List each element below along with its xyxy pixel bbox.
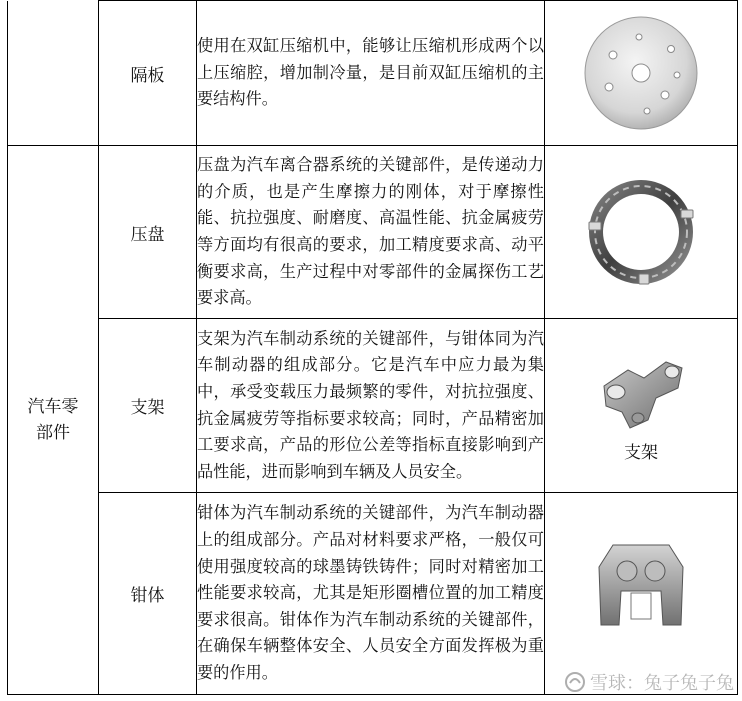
pressure-plate-icon [579,170,703,294]
part-image-cell-caliper [545,493,738,695]
partition-plate-icon [581,13,701,133]
snowball-icon [564,671,586,693]
watermark [564,669,734,695]
part-name-pressure-plate: 压盘 [99,146,197,319]
part-description-caliper: 钳体为汽车制动系统的关键部件，为汽车制动器上的组成部分。产品对材料要求严格，一般仅可使用强度较高的球墨铸铁铸件；同时对精密加工性能要求较高，尤其是矩形圈槽位置的加工精度要求很高。钳体作为汽车制动系统的关键部件，在确保车辆整体安全、人员安全方面发挥极为重要的作用。 [197,493,545,695]
category-label: 汽车零部件 [27,397,79,443]
table-row-bracket [8,319,738,493]
bracket-icon [586,348,696,436]
watermark-text: 雪球：兔子兔子兔 [590,673,734,694]
part-description-partition: 使用在双缸压缩机中，能够让压缩机形成两个以上压缩腔，增加制冷量，是目前双缸压缩机的主要结构件。 [197,1,545,146]
table-row-partition [8,1,738,146]
caliper-icon [589,537,693,633]
part-name-partition: 隔板 [99,1,197,146]
part-image-cell-partition [545,1,738,146]
category-cell-empty [8,1,99,146]
parts-table [7,0,738,695]
table-row-caliper [8,493,738,695]
part-name-caliper: 钳体 [99,493,197,695]
part-image-cell-bracket [545,319,738,493]
category-auto-parts [8,146,99,695]
table-row-pressure-plate [8,146,738,319]
part-description-pressure-plate: 压盘为汽车离合器系统的关键部件，是传递动力的介质，也是产生摩擦力的刚体，对于摩擦性能、抗拉强度、耐磨度、高温性能、抗金属疲劳等方面均有很高的要求，加工精度要求高、动平衡要求高，生产过程中对零部件的金属探伤工艺要求高。 [197,146,545,319]
part-description-bracket: 支架为汽车制动系统的关键部件，与钳体同为汽车制动器的组成部分。它是汽车中应力最为集中，承受变载压力最频繁的零件，对抗拉强度、抗金属疲劳等指标要求较高；同时，产品精密加工要求高，产品的形位公差等指标直接影响到产品性能，进而影响到车辆及人员安全。 [197,319,545,493]
part-image-cell-pressure-plate [545,146,738,319]
bracket-image-caption: 支架 [624,443,658,463]
part-name-bracket: 支架 [99,319,197,493]
